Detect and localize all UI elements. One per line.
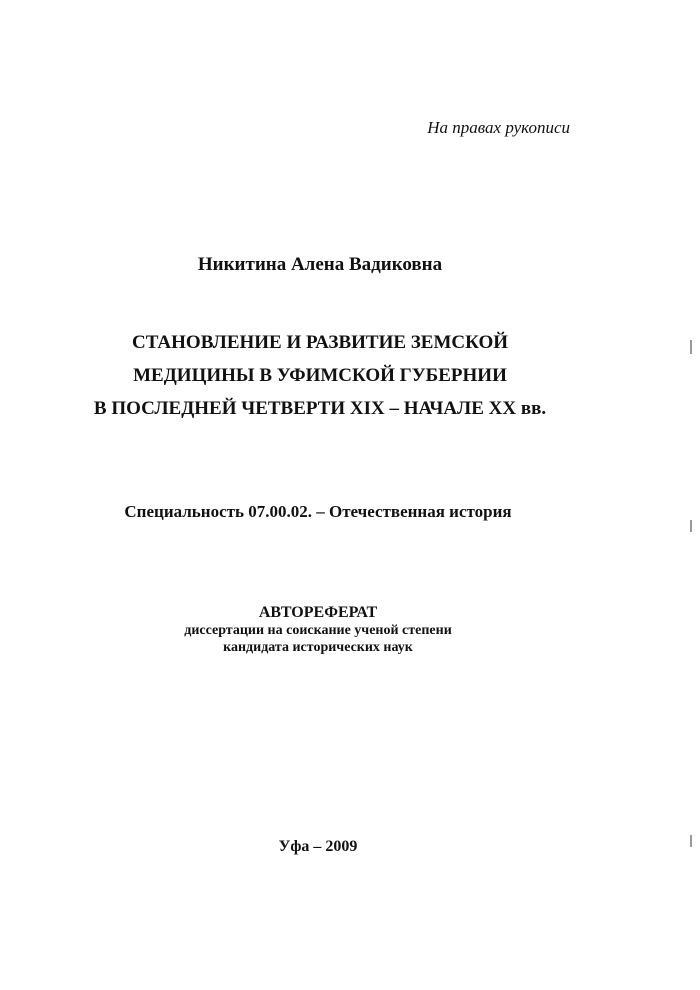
scan-speck [690, 835, 692, 847]
title-line: В ПОСЛЕДНЕЙ ЧЕТВЕРТИ XIX – НАЧАЛЕ XX вв. [93, 398, 547, 419]
abstract-block [0, 603, 636, 656]
title-line: СТАНОВЛЕНИЕ И РАЗВИТИЕ ЗЕМСКОЙ [131, 332, 508, 353]
abstract-subtitle-line: диссертации на соискание ученой степени [184, 623, 452, 638]
place-year: Уфа – 2009 [278, 838, 358, 855]
dissertation-title [0, 326, 640, 425]
manuscript-note: На правах рукописи [427, 118, 570, 137]
author-name: Никитина Алена Вадиковна [197, 254, 443, 275]
scan-speck [690, 520, 692, 532]
specialty: Специальность 07.00.02. – Отечественная история [124, 502, 512, 521]
abstract-subtitle-line: кандидата исторических наук [223, 640, 413, 655]
abstract-heading: АВТОРЕФЕРАТ [258, 604, 378, 621]
title-line: МЕДИЦИНЫ В УФИМСКОЙ ГУБЕРНИИ [133, 365, 507, 386]
scan-speck [690, 340, 692, 354]
